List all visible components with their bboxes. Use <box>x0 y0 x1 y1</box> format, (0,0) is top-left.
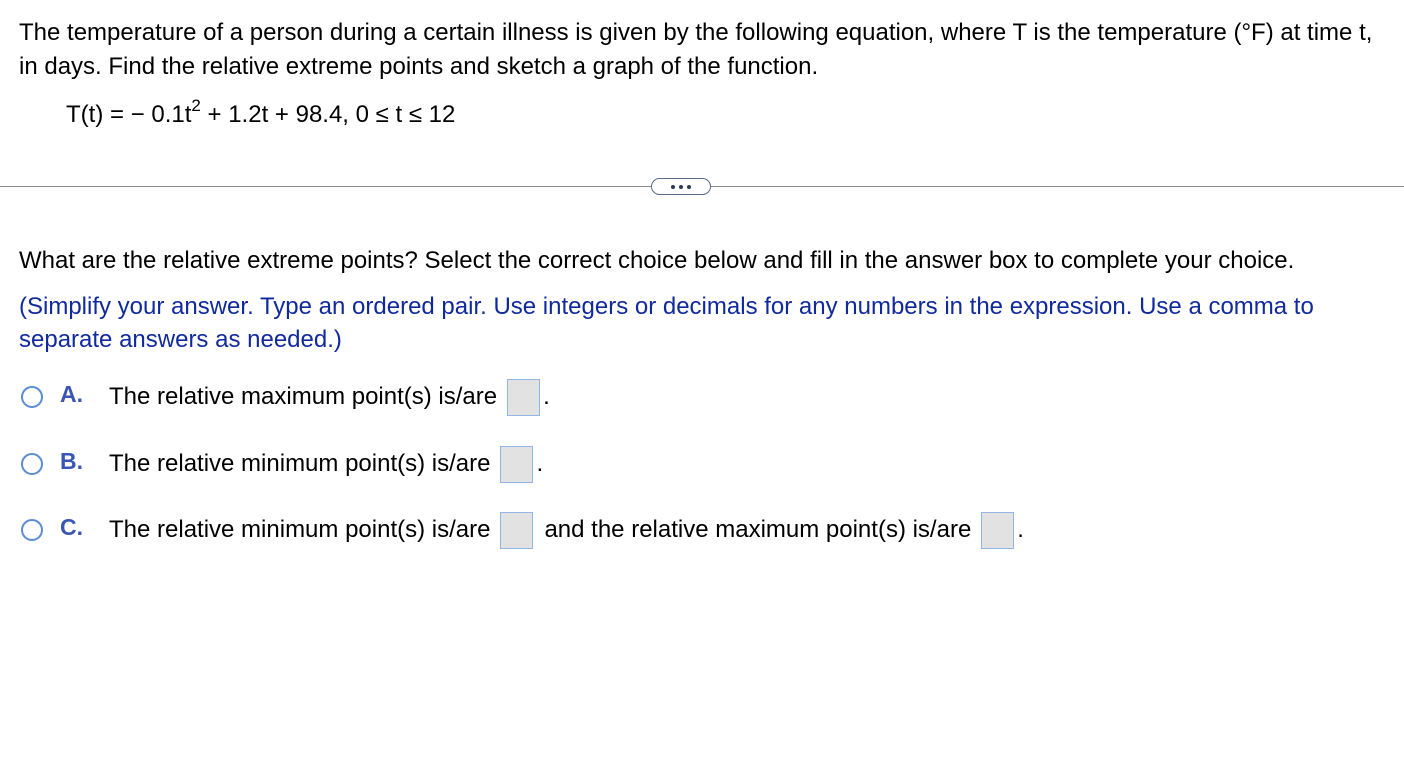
choice-c[interactable] <box>21 510 1024 550</box>
choice-b-letter: B. <box>60 447 83 474</box>
equation-term-quadratic: − 0.1t <box>130 101 192 128</box>
question-prompt: What are the relative extreme points? Select the correct choice below and fill in the answer box to complete your choice. <box>19 247 1295 274</box>
choice-a-letter: A. <box>60 380 83 407</box>
expand-button[interactable] <box>651 178 711 195</box>
choice-a-period: . <box>543 383 550 410</box>
temperature-equation <box>66 96 456 130</box>
problem-statement: The temperature of a person during a certain illness is given by the following equation, where T is the temperature (°F) at time t, in days. Find the relative extreme points and sketch a graph of the function. <box>19 19 1373 80</box>
ellipsis-icon <box>687 185 691 189</box>
choice-a-answer-box[interactable] <box>507 379 540 416</box>
choice-b-radio[interactable] <box>21 453 43 475</box>
equation-lhs: T(t) = <box>66 101 131 128</box>
answer-instructions: (Simplify your answer. Type an ordered pair. Use integers or decimals for any numbers in the expression. Use a comma to separate answers as needed.) <box>19 293 1314 353</box>
equation-exponent: 2 <box>191 96 201 115</box>
choice-c-radio[interactable] <box>21 519 43 541</box>
choice-c-min-answer-box[interactable] <box>500 512 533 549</box>
choice-a-radio[interactable] <box>21 386 43 408</box>
choice-a-text: The relative maximum point(s) is/are <box>109 383 498 410</box>
ellipsis-icon <box>679 185 683 189</box>
choice-c-period: . <box>1017 516 1024 543</box>
choice-b-answer-box[interactable] <box>500 446 533 483</box>
choice-a[interactable] <box>21 377 550 417</box>
choice-c-letter: C. <box>60 513 83 540</box>
choice-b-period: . <box>536 450 544 477</box>
choice-b[interactable] <box>21 444 543 484</box>
choice-b-text: The relative minimum point(s) is/are <box>109 450 491 477</box>
choice-c-text: The relative minimum point(s) is/are <box>109 516 491 543</box>
choice-c-max-answer-box[interactable] <box>981 512 1014 549</box>
equation-rest: + 1.2t + 98.4, 0 ≤ t ≤ 12 <box>200 101 456 128</box>
ellipsis-icon <box>671 185 675 189</box>
choice-c-middle-text: and the relative maximum point(s) is/are <box>544 516 972 543</box>
